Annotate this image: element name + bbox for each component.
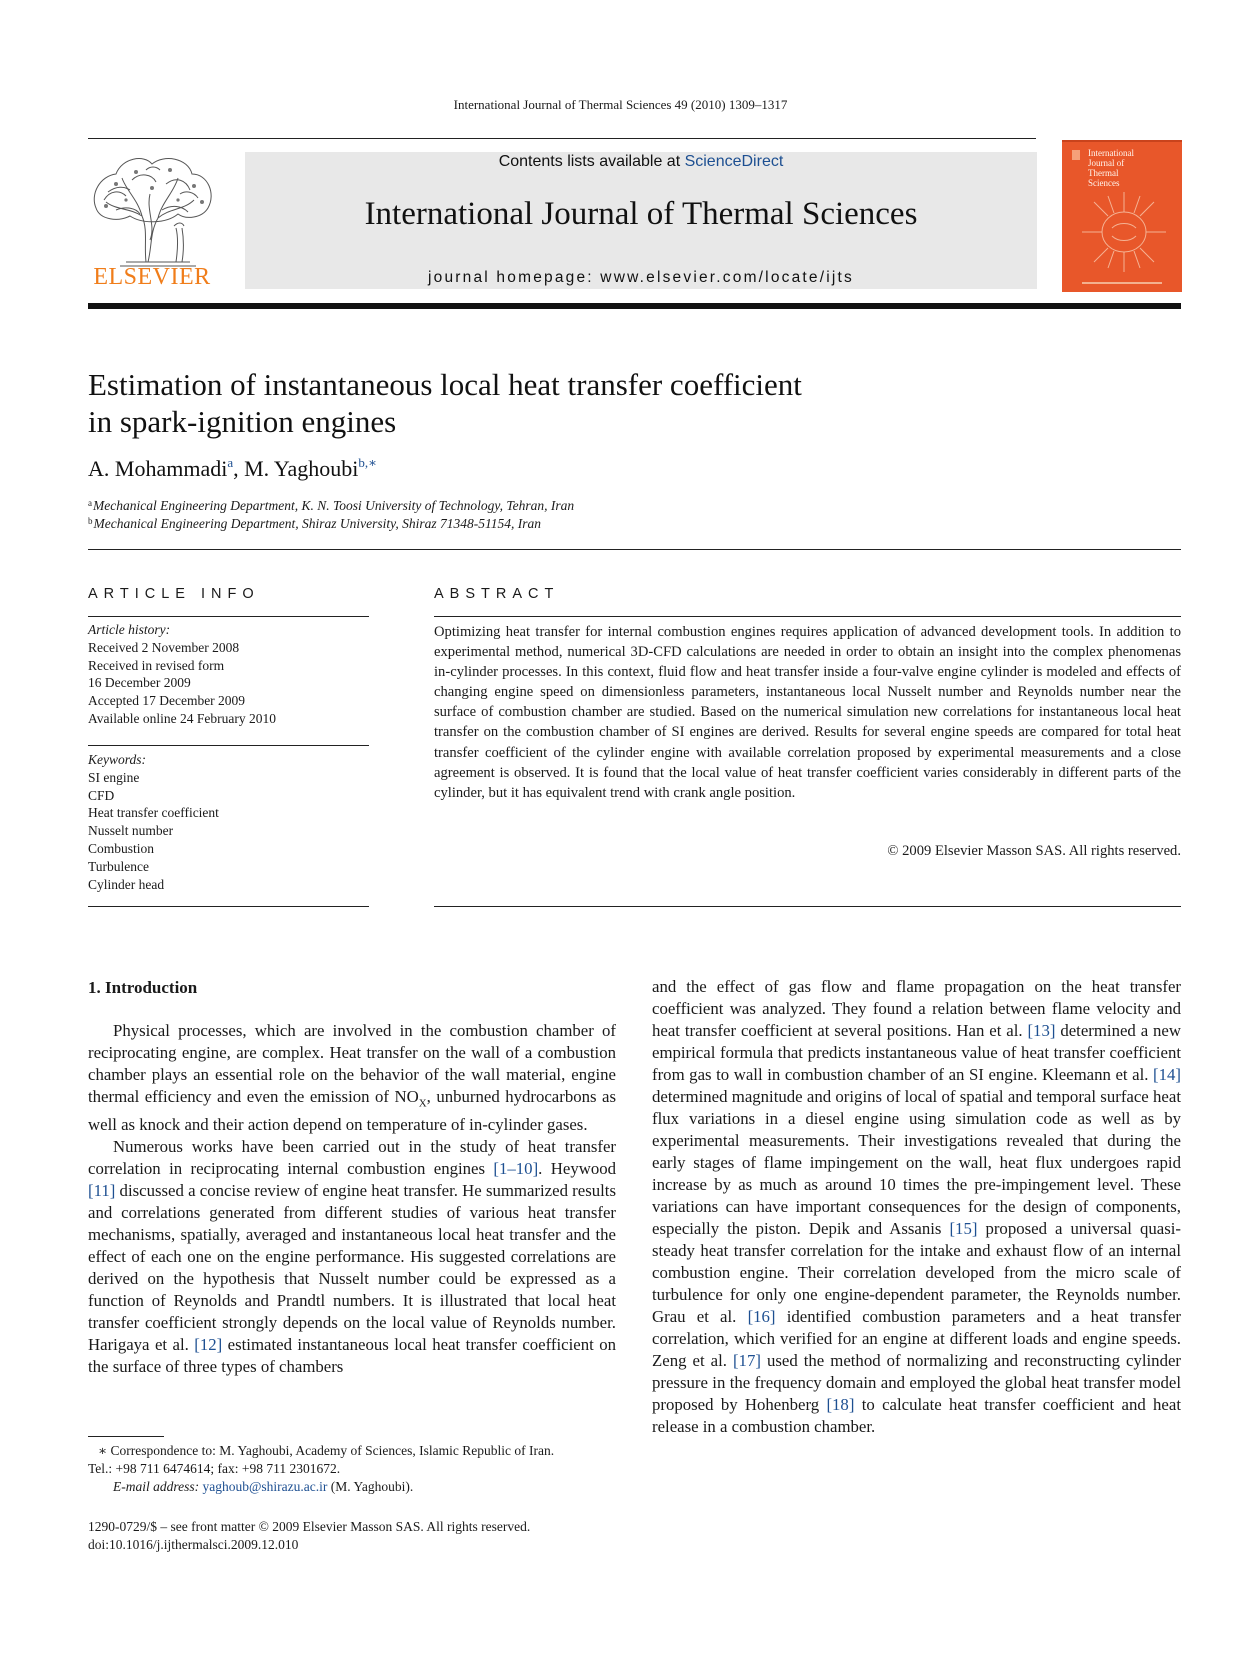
sciencedirect-link[interactable]: ScienceDirect: [684, 153, 784, 170]
abstract-heading: ABSTRACT: [434, 586, 560, 602]
journal-citation: International Journal of Thermal Sciences 49 (2010) 1309–1317: [453, 97, 788, 112]
history-item: Received in revised form: [88, 657, 225, 673]
affiliation: $^a$Mechanical Engineering Department, K. N. Toosi University of Technology, Tehran, Iran: [88, 498, 575, 513]
article-title: Estimation of instantaneous local heat transfer coefficient in spark-ignition engines: [88, 367, 802, 439]
author-list: A. Mohammadi$^a$, M. Yaghoubi$^{b,∗}$: [88, 455, 378, 481]
info-rule: [88, 906, 369, 907]
keyword-item: CFD: [88, 787, 115, 803]
keyword-item: Nusselt number: [88, 823, 174, 839]
paragraph: and the effect of gas flow and flame propagation on the heat transfer coefficient was analyzed. They found a relation between flame velocity and heat transfer coefficient at several positions. Han et al. [13] determined a new empirical formula that predicts instantaneous value of heat transfer coefficient from gas to wall in combustion chamber of an SI engine. Kleemann et al. [14] determined magnitude and origins of local of spatial and temporal surface heat flux variations in a diesel engine using simulation code as well as by experimental measurements. Their investigations revealed that during the early stages of flame impingement on the wall, heat flux undergoes rapid increase by as much as around 10 times the pre-impingement level. These variations can have important consequences for the design of components, especially the piston. Depik and Assanis [15] proposed a universal quasi-steady heat transfer correlation for the intake and exhaust flow of an internal combustion engine. Their correlation developed from the micro scale of turbulence for only one engine-dependent parameter, the Reynolds number. Grau et al. [16] identified combustion parameters and a heat transfer correlation, which verified for an engine at different loads and engine speeds. Zeng et al. [17] used the method of normalizing and reconstructing cylinder pressure in the frequency domain and employed the global heat transfer model proposed by Hohenberg [18] to calculate heat transfer coefficient and heat release in a combustion chamber.: [652, 977, 1182, 1436]
info-rule: [88, 616, 369, 617]
reference-link[interactable]: [16]: [747, 1307, 776, 1326]
author-name: M. Yaghoubi: [244, 456, 359, 481]
elsevier-wordmark: ELSEVIER: [93, 264, 211, 290]
footnote-rule: [88, 1436, 164, 1437]
reference-link[interactable]: [17]: [732, 1351, 761, 1370]
cover-title: International Journal of Thermal Sciences: [1088, 148, 1134, 188]
journal-title: International Journal of Thermal Sciences: [364, 196, 918, 232]
keyword-item: Combustion: [88, 840, 155, 856]
keyword-item: Turbulence: [88, 858, 149, 874]
abstract-rule: [434, 616, 1181, 617]
paragraph: Numerous works have been carried out in the study of heat transfer correlation in reciprocating internal combustion engines [1–10]. Heywood [11] discussed a concise review of engine heat transfer. He summarized results and correlations generated from different studies of various heat transfer mechanisms, spatially, averaged and instantaneous local heat transfer and the effect of each one on the engine performance. His suggested correlations are derived on the hypothesis that Nusselt number could be expressed as a function of Reynolds and Prandtl numbers. It is illustrated that local heat transfer coefficient strongly depends on the local value of Reynolds number. Harigaya et al. [12] estimated instantaneous local heat transfer coefficient on the surface of three types of chambers: [88, 1137, 617, 1377]
history-item: Available online 24 February 2010: [88, 710, 276, 726]
correspondence-footnote: ∗ Correspondence to: M. Yaghoubi, Academy of Sciences, Islamic Republic of Iran. Tel.: +98 711 6474614; fax: +98 711 2301672. E-mail address: yaghoub@shirazu.ac.ir (M. Yaghoubi).: [88, 1443, 555, 1494]
doi[interactable]: doi:10.1016/j.ijthermalsci.2009.12.010: [88, 1537, 299, 1552]
history-item: Accepted 17 December 2009: [88, 693, 246, 709]
keyword-item: Heat transfer coefficient: [88, 805, 219, 821]
reference-link[interactable]: [14]: [1153, 1065, 1181, 1084]
reference-link[interactable]: [13]: [1027, 1021, 1056, 1040]
paragraph: Physical processes, which are involved in the combustion chamber of reciprocating engine, are complex. Heat transfer on the wall of a combustion chamber plays an essential role on the behavior of the wall material, engine thermal efficiency and even the emission of $NO_X$, unburned hydrocarbons as well as knock and their action depend on temperature of in-cylinder gases.: [88, 1021, 616, 1135]
keywords: Keywords: SI engine CFD Heat transfer coefficient Nusselt number Combustion Turbulence Cylinder head: [88, 751, 369, 893]
journal-cover: [1062, 140, 1182, 292]
keyword-item: SI engine: [88, 769, 140, 785]
reference-link[interactable]: [1–10]: [493, 1159, 539, 1179]
article-history: Article history: Received 2 November 2008 Received in revised form 16 December 2009 Accepted 17 December 2009 Available online 24 February 2010: [88, 621, 369, 728]
reference-link[interactable]: [15]: [949, 1219, 978, 1238]
abstract-text: Optimizing heat transfer for internal combustion engines requires application of advanced development tools. In addition to experimental method, numerical 3D-CFD calculations are needed in order to obtain an insight into the complex phenomenas in-cylinder processes. In this context, fluid flow and heat transfer inside a four-valve engine cylinder is modeled and effects of changing engine speed on dimensionless parameters, instantaneous local Nusselt number and Reynolds number near the surface of combustion chamber are studied. Based on the numerical simulation new correlations for instantaneous local heat transfer on the combustion chamber of SI engines are derived. Results for several engine speeds are compared for total heat transfer coefficient of the cylinder engine with available correlation proposed by experimental measurements and a close agreement is observed. It is found that the local value of heat transfer coefficient varies considerably in different parts of the cylinder, but it has equivalent trend with crank angle position.: [434, 624, 1181, 801]
keyword-item: Cylinder head: [88, 876, 165, 892]
body-column-right: [652, 976, 1181, 1438]
header-top-rule: [88, 138, 1036, 139]
article-info-heading: ARTICLE INFO: [88, 586, 260, 602]
affiliation-marker[interactable]: b,∗: [358, 455, 378, 470]
author-name: A. Mohammadi: [88, 456, 228, 481]
contents-line: [245, 153, 1037, 171]
section-heading: 1. Introduction: [88, 978, 198, 997]
contents-prefix: Contents lists available at: [498, 153, 685, 170]
info-rule: [88, 745, 369, 746]
email-link[interactable]: yaghoub@shirazu.ac.ir: [202, 1479, 328, 1494]
reference-link[interactable]: [12]: [194, 1335, 223, 1355]
abstract-rule: [434, 906, 1181, 907]
front-matter: 1290-0729/$ – see front matter © 2009 Elsevier Masson SAS. All rights reserved. doi:10.1016/j.ijthermalsci.2009.12.010: [88, 1518, 648, 1554]
affiliation-marker[interactable]: a: [227, 455, 234, 470]
history-item: 16 December 2009: [88, 675, 191, 691]
abstract-copyright: © 2009 Elsevier Masson SAS. All rights reserved.: [887, 843, 1181, 859]
body-column-left: [88, 1020, 616, 1378]
header-bottom-rule: [88, 303, 1181, 309]
journal-homepage[interactable]: journal homepage: www.elsevier.com/locate/ijts: [428, 269, 854, 286]
reference-link[interactable]: [11]: [88, 1181, 116, 1201]
affiliation: $^b$Mechanical Engineering Department, Shiraz University, Shiraz 71348-51154, Iran: [88, 516, 541, 531]
history-item: Received 2 November 2008: [88, 639, 240, 655]
elsevier-logo: [86, 150, 218, 292]
section-rule: [88, 549, 1181, 550]
reference-link[interactable]: [18]: [826, 1395, 855, 1414]
